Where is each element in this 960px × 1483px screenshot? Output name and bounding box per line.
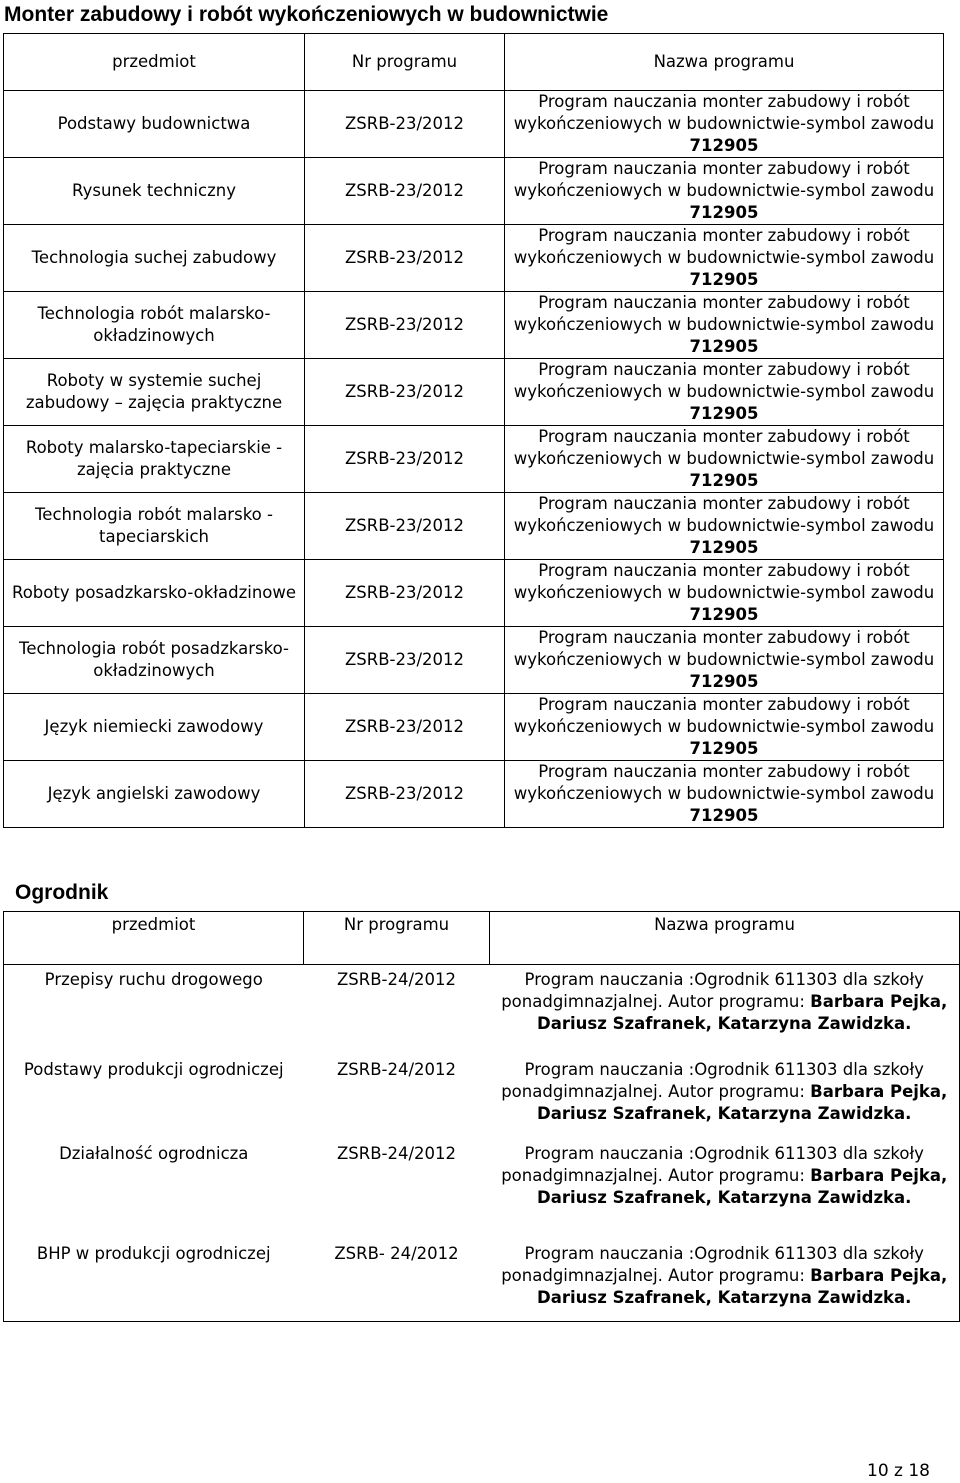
program-number-cell: ZSRB-23/2012: [305, 292, 505, 359]
program-name-text: Program nauczania :Ogrodnik 611303 dla szkoły ponadgimnazjalnej. Autor programu:: [501, 970, 924, 1011]
subject-cell: Technologia robót malarsko - tapeciarskich: [4, 493, 305, 560]
program-name-cell: [505, 560, 944, 627]
subject-cell: Podstawy budownictwa: [4, 91, 305, 158]
program-number-cell: ZSRB- 24/2012: [334, 1244, 459, 1263]
table-row: [4, 158, 944, 225]
table-row: [4, 627, 944, 694]
program-name-text: Program nauczania monter zabudowy i robót wykończeniowych w budownictwie-symbol zawodu: [513, 360, 935, 401]
header-nazwa-programu: Nazwa programu: [505, 34, 944, 91]
table-header-row: [4, 34, 944, 91]
program-number-cell: ZSRB-23/2012: [305, 359, 505, 426]
subject-cell: Technologia robót posadzkarsko- okładzinowych: [4, 627, 305, 694]
table-row: [4, 225, 944, 292]
program-name-cell: [505, 694, 944, 761]
table-row: [4, 91, 944, 158]
subject-cell: Technologia suchej zabudowy: [4, 225, 305, 292]
table-header-row: [4, 912, 960, 965]
subject-cell: BHP w produkcji ogrodniczej: [36, 1244, 271, 1263]
program-number-cell: ZSRB-23/2012: [305, 91, 505, 158]
program-symbol: 712905: [689, 136, 759, 155]
program-symbol: 712905: [689, 404, 759, 423]
page-number: 10 z 18: [867, 1461, 930, 1481]
program-table-ogrodnik: [3, 911, 960, 1322]
program-name-text: Program nauczania :Ogrodnik 611303 dla szkoły ponadgimnazjalnej. Autor programu:: [501, 1144, 924, 1185]
program-number-cell: ZSRB-23/2012: [305, 761, 505, 828]
program-name-text: Program nauczania :Ogrodnik 611303 dla szkoły ponadgimnazjalnej. Autor programu:: [501, 1060, 924, 1101]
table-row: [4, 359, 944, 426]
program-authors: Barbara Pejka, Dariusz Szafranek, Katarzyna Zawidzka.: [537, 992, 948, 1033]
subject-cell: Przepisy ruchu drogowego: [44, 970, 263, 989]
program-name-cell: [505, 158, 944, 225]
subject-cell: Roboty w systemie suchej zabudowy – zajęcia praktyczne: [4, 359, 305, 426]
program-name-text: Program nauczania monter zabudowy i robót wykończeniowych w budownictwie-symbol zawodu: [513, 159, 935, 200]
program-name-text: Program nauczania monter zabudowy i robót wykończeniowych w budownictwie-symbol zawodu: [513, 561, 935, 602]
program-number-cell: ZSRB-23/2012: [305, 493, 505, 560]
table-row: [4, 1057, 960, 1143]
program-symbol: 712905: [689, 739, 759, 758]
subject-cell: Język niemiecki zawodowy: [4, 694, 305, 761]
program-number-cell: ZSRB-23/2012: [305, 694, 505, 761]
program-symbol: 712905: [689, 471, 759, 490]
header-przedmiot: przedmiot: [4, 912, 304, 965]
program-authors: Barbara Pejka, Dariusz Szafranek, Katarzyna Zawidzka.: [537, 1166, 948, 1207]
program-name-text: Program nauczania monter zabudowy i robót wykończeniowych w budownictwie-symbol zawodu: [513, 695, 935, 736]
program-authors: Barbara Pejka, Dariusz Szafranek, Katarzyna Zawidzka.: [537, 1266, 948, 1307]
program-name-text: Program nauczania monter zabudowy i robót wykończeniowych w budownictwie-symbol zawodu: [513, 92, 935, 133]
table-row: [4, 761, 944, 828]
header-przedmiot: przedmiot: [4, 34, 305, 91]
table-row: [4, 292, 944, 359]
program-name-cell: [505, 426, 944, 493]
program-number-cell: ZSRB-24/2012: [336, 1144, 457, 1163]
program-number-cell: ZSRB-23/2012: [305, 158, 505, 225]
program-name-text: Program nauczania monter zabudowy i robót wykończeniowych w budownictwie-symbol zawodu: [513, 494, 935, 535]
program-symbol: 712905: [689, 538, 759, 557]
program-name-cell: [505, 761, 944, 828]
header-nr-programu: Nr programu: [304, 912, 490, 965]
program-number-cell: ZSRB-24/2012: [336, 970, 457, 989]
program-name-text: Program nauczania monter zabudowy i robót wykończeniowych w budownictwie-symbol zawodu: [513, 226, 935, 267]
program-number-cell: ZSRB-23/2012: [305, 225, 505, 292]
program-name-cell: [505, 225, 944, 292]
subject-cell: Rysunek techniczny: [4, 158, 305, 225]
section-title-ogrodnik: Ogrodnik: [15, 881, 109, 904]
section-title-monter: Monter zabudowy i robót wykończeniowych w budownictwie: [4, 3, 609, 26]
program-name-cell: [490, 1057, 960, 1143]
program-symbol: 712905: [689, 337, 759, 356]
program-number-cell: ZSRB-23/2012: [305, 627, 505, 694]
table-row: [4, 694, 944, 761]
program-table-monter: [3, 33, 944, 828]
program-name-text: Program nauczania monter zabudowy i robót wykończeniowych w budownictwie-symbol zawodu: [513, 293, 935, 334]
program-name-text: Program nauczania :Ogrodnik 611303 dla szkoły ponadgimnazjalnej. Autor programu:: [501, 1244, 924, 1285]
program-symbol: 712905: [689, 806, 759, 825]
program-name-text: Program nauczania monter zabudowy i robót wykończeniowych w budownictwie-symbol zawodu: [513, 628, 935, 669]
subject-cell: Podstawy produkcji ogrodniczej: [23, 1060, 284, 1079]
subject-cell: Roboty malarsko-tapeciarskie - zajęcia praktyczne: [4, 426, 305, 493]
program-name-cell: [490, 965, 960, 1058]
table-row: [4, 560, 944, 627]
program-name-cell: [490, 1143, 960, 1243]
table-row: [4, 965, 960, 1058]
header-nr-programu: Nr programu: [305, 34, 505, 91]
program-symbol: 712905: [689, 270, 759, 289]
table-row: [4, 1243, 960, 1322]
subject-cell: Roboty posadzkarsko-okładzinowe: [4, 560, 305, 627]
program-name-cell: [505, 493, 944, 560]
program-symbol: 712905: [689, 203, 759, 222]
program-name-cell: [490, 1243, 960, 1322]
subject-cell: Działalność ogrodnicza: [59, 1144, 249, 1163]
program-symbol: 712905: [689, 605, 759, 624]
subject-cell: Język angielski zawodowy: [4, 761, 305, 828]
program-number-cell: ZSRB-23/2012: [305, 426, 505, 493]
program-name-cell: [505, 91, 944, 158]
program-number-cell: ZSRB-24/2012: [336, 1060, 457, 1079]
program-number-cell: ZSRB-23/2012: [305, 560, 505, 627]
header-nazwa-programu: Nazwa programu: [490, 912, 960, 965]
program-name-cell: [505, 292, 944, 359]
program-authors: Barbara Pejka, Dariusz Szafranek, Katarzyna Zawidzka.: [537, 1082, 948, 1123]
table-row: [4, 1143, 960, 1243]
program-name-cell: [505, 359, 944, 426]
table-row: [4, 426, 944, 493]
table-row: [4, 493, 944, 560]
program-symbol: 712905: [689, 672, 759, 691]
program-name-text: Program nauczania monter zabudowy i robót wykończeniowych w budownictwie-symbol zawodu: [513, 762, 935, 803]
subject-cell: Technologia robót malarsko-okładzinowych: [4, 292, 305, 359]
program-name-cell: [505, 627, 944, 694]
program-name-text: Program nauczania monter zabudowy i robót wykończeniowych w budownictwie-symbol zawodu: [513, 427, 935, 468]
